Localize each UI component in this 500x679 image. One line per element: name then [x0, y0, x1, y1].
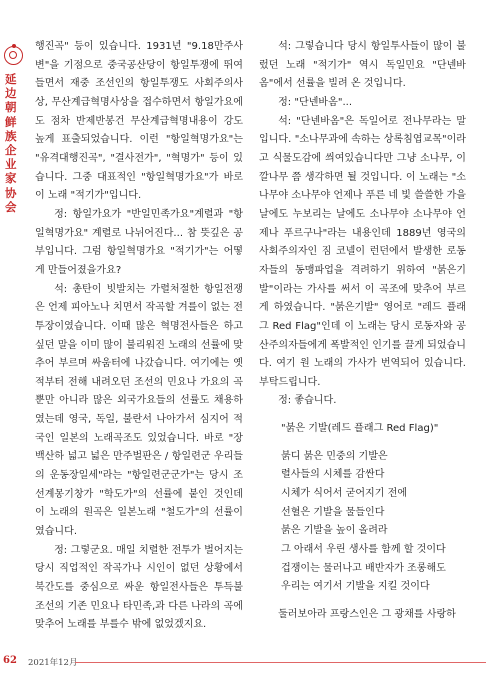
sidebar: [0, 0, 26, 679]
footer-divider: [75, 662, 486, 663]
poem-line: 겁쟁이는 물러나고 배반자가 조롱해도: [281, 562, 446, 574]
page-footer: [0, 652, 500, 672]
paragraph: 정: 항일가요가 "반일민족가요"계렬과 "항일혁명가요" 계렬로 나뉘어진다... 참 뜻깊은 공부입니다. 그럼 항일혁명가요 "적기가"는 어떻게 만들어졌을가요?: [35, 208, 243, 276]
poem-line: 렬사들의 시체를 감싼다: [281, 469, 385, 481]
paragraph: 둘러보아라 프랑스인은 그 광채를 사랑하: [278, 609, 456, 621]
paragraph: 석: "단넨바옴"은 독일어로 전나무라는 말입니다. "소나무과에 속하는 상록침엽교목"이라고 식물도감에 씌여있습니다만 그냥 소나무, 이깔나무 쯤 생각하면 될 것입니다. 이 노래는 "소나무야 소나무야 언제나 푸른 네 빛 쓸쓸한 가을날에도 누보리는 날에도 소나무야 소나무야 언제나 푸르구나"라는 내용인데 1889년 영국의 사회주의자인 짐 코넬이 런던에서 발생한 로동자들의 동맹파업을 격려하기 위하여 "붉은기발"이라는 가사를 써서 이 곡조에 맞추어 부르게 하였습니다. "붉은기발" 영어로 "레드 플래그 Red Flag"인데 이 노래는 당시 로동자와 공산주의자들에게 폭발적인 인기를 끌게 되었습니다. 여기 원 노래의 가사가 번역되어 있습니다. 부탁드립니다.: [259, 115, 466, 388]
paragraph: 석: 그렇습니다 당시 항일투사들이 많이 불렀던 노래 "적기가" 역시 독일민요 "단넨바옴"에서 선률을 빌려 온 것입니다.: [259, 41, 466, 90]
poem: [259, 420, 466, 597]
paragraph: 정: "단넨바옴"...: [278, 96, 353, 108]
poem-line: 시체가 식어서 굳어지기 전에: [281, 488, 408, 500]
poem-title: "붉은 기발(레드 플래그 Red Flag)": [281, 423, 439, 435]
paragraph: 행진곡" 등이 있습니다. 1931년 "9.18만주사변"을 기점으로 중국공산당이 항일투쟁에 뛰여들면서 재중 조선인의 항일투쟁도 사회주의사상, 무산계급혁명사상을 접수하면서 항일가요에도 점차 반제반봉건 무산계급혁명내용이 강도 높게 표출되었습니다. 이런 "항일혁명가요"는 "유격대행진곡", "결사전가", "혁명가" 등이 있습니다. 그중 대표적인 "항일혁명가요"가 바로 이 노래 "적기가"입니다.: [35, 41, 243, 202]
poem-line: 붉디 붉은 민중의 기발은: [281, 450, 388, 462]
organization-name: 延边朝鲜族企业家协会: [5, 72, 17, 214]
left-column: [35, 38, 243, 635]
poem-line: 우리는 여기서 기발을 지킬 것이다: [281, 581, 430, 593]
paragraph: 석: 총탄이 빗발치는 가렬처절한 항일전쟁은 언제 피아노나 치면서 작곡할 겨를이 없는 전투장이였습니다. 이때 많은 혁명전사들은 하고 싶던 말을 이미 많이 불리워진 노래의 선률에 맞추어 부르며 싸움터에 나갔습니다. 여기에는 옛적부터 전해 내려오던 조선의 민요나 가요의 곡 뿐만 아니라 많은 외국가요들의 선률도 채용하였는데 영국, 독일, 불란서 나아가서 심지어 적국인 일본의 노래곡조도 있었습니다. 바로 "장백산하 넓고 넓은 만주벌판은 / 항일련군 우리들의 운동장일세"라는 "항일련군군가"는 당시 조선계몽기창가 "학도가"의 선률에 붙인 것인데 이 노래의 원곡은 일본노래 "철도가"의 선률이였습니다.: [35, 283, 243, 538]
paragraph: 정: 좋습니다.: [278, 395, 337, 407]
poem-line: 붉은 기발을 높이 올려라: [281, 525, 388, 537]
right-column: [259, 38, 466, 625]
paragraph: 정: 그렇군요. 매일 치렬한 전투가 벌어지는 당시 직업적인 작곡가나 시인이 없던 상황에서 북간도를 중심으로 싸운 항일전사들은 투득불 조선의 기존 민요나 타민족,과 다른 나라의 곡에 맞추어 노래를 부를수 밖에 없었겠지요.: [35, 544, 243, 631]
association-logo-icon: [4, 46, 23, 65]
page-number: 62: [3, 655, 17, 666]
poem-line: 선혈은 기발을 물들인다: [281, 506, 385, 518]
poem-line: 그 아래서 우린 생사를 함께 할 것이다: [281, 544, 446, 556]
issue-date: 2021年12月: [28, 658, 78, 668]
